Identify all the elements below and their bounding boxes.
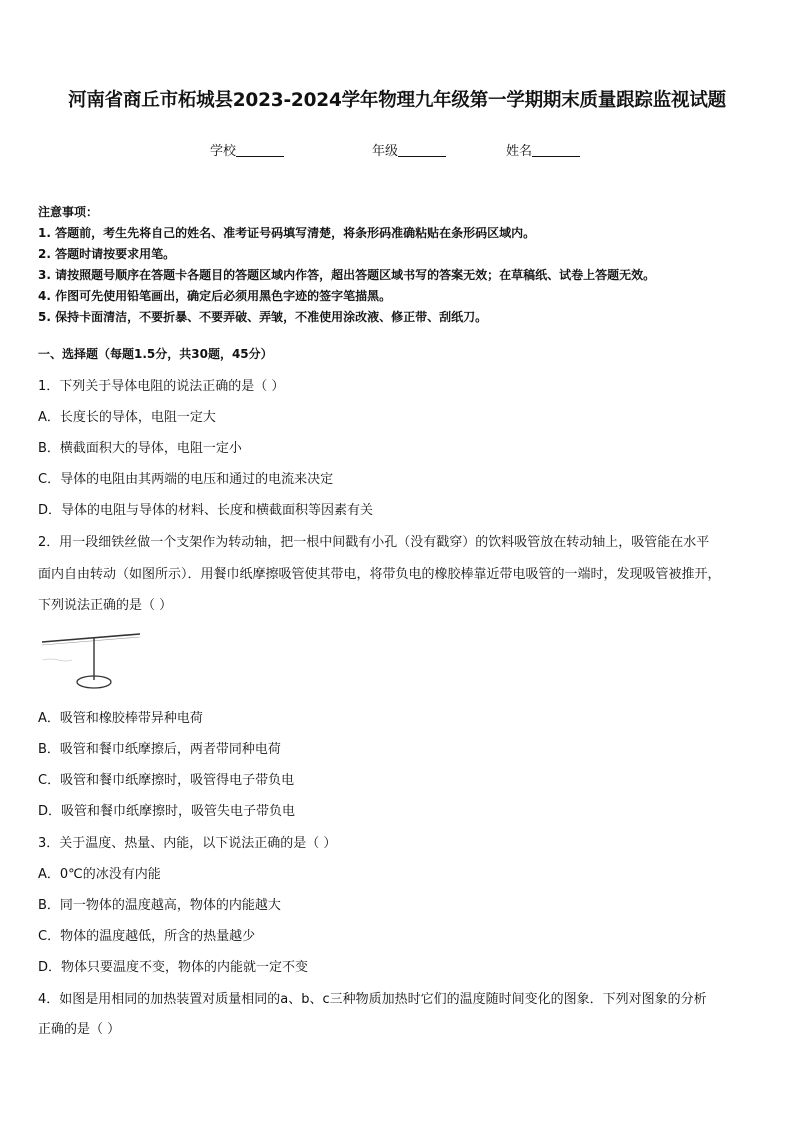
question-2-stem-line-2: 面内自由转动（如图所示）．用餐巾纸摩擦吸管使其带电，将带负电的橡胶棒靠近带电吸管的一端时，发现吸管被推开， (38, 567, 721, 582)
question-2-option-c: C．吸管和餐巾纸摩擦时，吸管得电子带负电 (38, 773, 295, 788)
notice-block (38, 202, 655, 328)
student-info-row (0, 140, 794, 160)
name-field (506, 140, 580, 159)
name-blank (532, 143, 580, 157)
grade-label: 年级 (372, 144, 399, 159)
question-1-option-c: C．导体的电阻由其两端的电压和通过的电流来决定 (38, 472, 334, 487)
question-4-stem-line-2: 正确的是（ ） (38, 1022, 121, 1037)
notice-item: 4. 作图可先使用铅笔画出，确定后必须用黑色字迹的签字笔描黑。 (38, 289, 392, 303)
section-heading: 一、选择题（每题1.5分，共30题，45分） (38, 347, 273, 361)
name-label: 姓名 (506, 144, 533, 159)
notice-item: 1. 答题前，考生先将自己的姓名、准考证号码填写清楚，将条形码准确粘贴在条形码区域内。 (38, 226, 536, 240)
question-1-stem: 1．下列关于导体电阻的说法正确的是（ ） (38, 379, 285, 394)
school-field (210, 140, 284, 159)
question-3-option-a: A．0℃的冰没有内能 (38, 867, 161, 882)
question-4-stem-line-1: 4．如图是用相同的加热装置对质量相同的a、b、c三种物质加热时它们的温度随时间变化的图象．下列对图象的分析 (38, 992, 707, 1007)
exam-title: 河南省商丘市柘城县2023-2024学年物理九年级第一学期期末质量跟踪监视试题 (68, 90, 726, 111)
notice-item: 3. 请按照题号顺序在答题卡各题目的答题区域内作答，超出答题区域书写的答案无效；在草稿纸、试卷上答题无效。 (38, 268, 656, 282)
question-1-option-b: B．横截面积大的导体，电阻一定小 (38, 441, 242, 456)
grade-blank (398, 143, 446, 157)
faint-mark (43, 659, 72, 661)
notice-item: 5. 保持卡面清洁，不要折暴、不要弄破、弄皱，不准使用涂改液、修正带、刮纸刀。 (38, 310, 488, 324)
question-3-option-c: C．物体的温度越低，所含的热量越少 (38, 929, 256, 944)
question-2-option-d: D．吸管和餐巾纸摩擦时，吸管失电子带负电 (38, 804, 296, 819)
question-3-option-b: B．同一物体的温度越高，物体的内能越大 (38, 898, 281, 913)
school-label: 学校 (210, 144, 237, 159)
question-3-stem: 3．关于温度、热量、内能，以下说法正确的是（ ） (38, 836, 337, 851)
question-2-option-b: B．吸管和餐巾纸摩擦后，两者带同种电荷 (38, 742, 281, 757)
school-blank (236, 143, 284, 157)
question-1-option-a: A．长度长的导体，电阻一定大 (38, 410, 216, 425)
grade-field (372, 140, 446, 159)
question-2-stem-line-3: 下列说法正确的是（ ） (38, 598, 173, 613)
question-1-option-d: D．导体的电阻与导体的材料、长度和横截面积等因素有关 (38, 503, 374, 518)
notice-heading: 注意事项： (38, 205, 99, 219)
notice-item: 2. 答题时请按要求用笔。 (38, 247, 176, 261)
question-3-option-d: D．物体只要温度不变，物体的内能就一定不变 (38, 960, 309, 975)
question-2-stem-line-1: 2．用一段细铁丝做一个支架作为转动轴，把一根中间戳有小孔（没有戳穿）的饮料吸管放在转动轴上，吸管能在水平 (38, 535, 710, 550)
straw-pivot-figure (40, 628, 144, 692)
question-2-option-a: A．吸管和橡胶棒带异种电荷 (38, 711, 203, 726)
